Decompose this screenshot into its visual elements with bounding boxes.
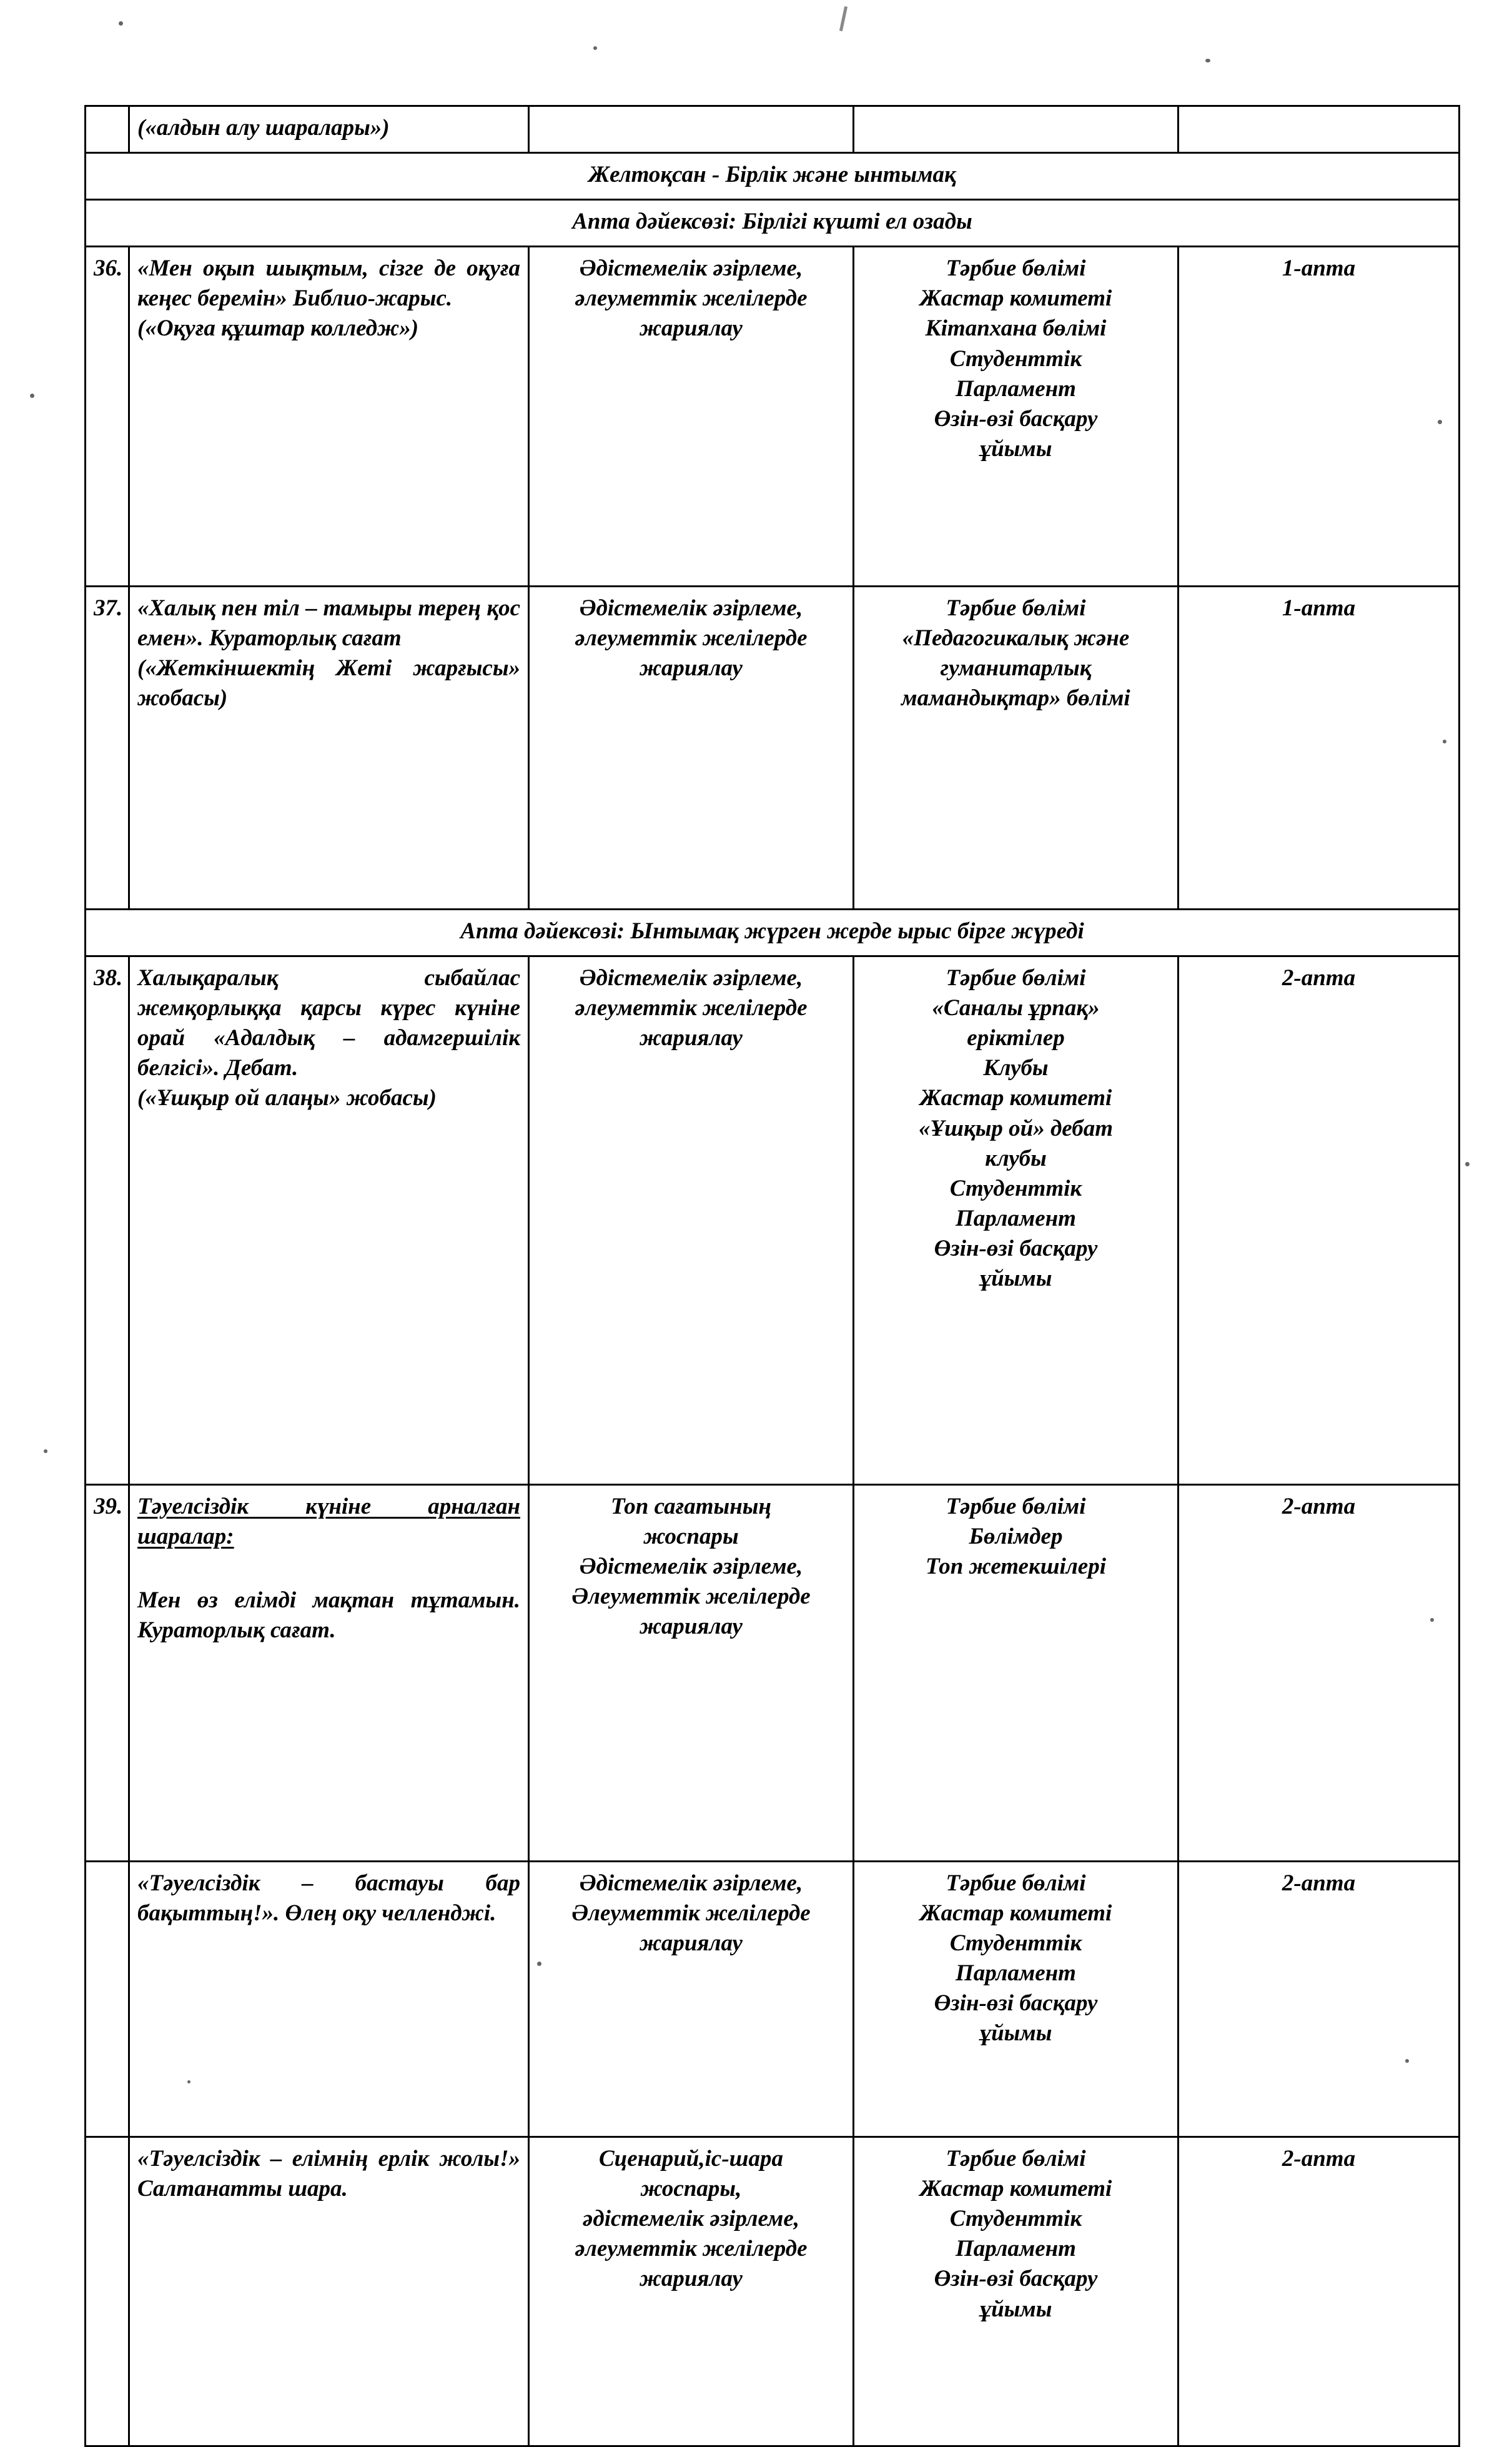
scan-speck (119, 21, 123, 26)
table-row (86, 2137, 1460, 2446)
form-line: жариялау (640, 1613, 743, 1639)
activity-heading: Тәуелсіздік күніне арналған шаралар: (137, 1493, 520, 1549)
cell-spacer (137, 1552, 520, 1586)
row-number: 39. (86, 1484, 129, 1861)
responsible-line: ұйымы (979, 2020, 1052, 2047)
form-line: жариялау (640, 315, 743, 342)
responsible-line: Тәрбие бөлімі (946, 256, 1086, 282)
row-responsible (854, 1861, 1178, 2137)
form-line: Әдістемелік әзірлеме, (579, 595, 803, 621)
responsible-line: Студенттік (949, 1175, 1082, 1201)
scan-speck (30, 394, 34, 398)
row-activity: («алдын алу шаралары») (129, 106, 529, 153)
week-quote-row (86, 909, 1460, 956)
responsible-line: Өзін-өзі басқару (934, 2266, 1098, 2292)
activity-line: «Халық пен тіл – тамыры терең қос емен». Кураторлық сағат (137, 595, 520, 651)
activity-line: «Мен оқып шықтым, сізге де оқуға кеңес беремін» Библио-жарыс. (137, 256, 520, 312)
cell-spacer (137, 713, 520, 900)
month-banner-row (86, 153, 1460, 200)
row-number: 36. (86, 247, 129, 586)
row-week: 2-апта (1178, 956, 1460, 1484)
form-line: Әлеуметтік желілерде (571, 1900, 811, 1926)
row-week: 1-апта (1178, 247, 1460, 586)
responsible-line: Парламент (956, 375, 1076, 402)
form-line: әлеуметтік желілерде (575, 2236, 808, 2262)
row-form (529, 1861, 854, 2137)
form-line: Әдістемелік әзірлеме, (579, 1553, 803, 1579)
row-number (86, 2137, 129, 2446)
form-line: әлеуметтік желілерде (575, 285, 808, 312)
row-number (86, 1861, 129, 2137)
cell-spacer (137, 1645, 520, 1852)
responsible-line: клубы (985, 1145, 1047, 1171)
responsible-line: Тәрбие бөлімі (946, 1493, 1086, 1519)
row-responsible (854, 1484, 1178, 1861)
row-activity (129, 586, 529, 909)
row-activity (129, 1484, 529, 1861)
responsible-line: Парламент (956, 1960, 1076, 1987)
form-line: әлеуметтік желілерде (575, 995, 808, 1021)
cell-spacer (137, 1928, 520, 2127)
row-form (529, 106, 854, 153)
responsible-line: Тәрбие бөлімі (946, 2146, 1086, 2172)
table-row (86, 247, 1460, 586)
responsible-line: Парламент (956, 2236, 1076, 2262)
responsible-line: Студенттік (949, 345, 1082, 372)
row-form (529, 586, 854, 909)
form-line: жариялау (640, 2266, 743, 2292)
row-activity (129, 247, 529, 586)
scan-speck (44, 1449, 47, 1453)
responsible-line: Жастар комитеті (919, 285, 1112, 312)
responsible-line: «Педагогикалық және (902, 625, 1130, 651)
responsible-line: ұйымы (979, 2296, 1052, 2322)
activity-line: «Тәуелсіздік – бастауы бар бақыттың!». Өлең оқу челленджі. (137, 1870, 520, 1926)
responsible-line: Жастар комитеті (919, 1085, 1112, 1111)
week-quote-2: Апта дәйексөзі: Ынтымақ жүрген жерде ырыс бірге жүреді (86, 909, 1460, 956)
week-quote-1: Апта дәйексөзі: Бірлігі күшті ел озады (86, 200, 1460, 247)
table-row (86, 1861, 1460, 2137)
row-week: 2-апта (1178, 1861, 1460, 2137)
row-activity (129, 1861, 529, 2137)
row-responsible (854, 2137, 1178, 2446)
form-line: әлеуметтік желілерде (575, 625, 808, 651)
responsible-line: Жастар комитеті (919, 2176, 1112, 2202)
row-responsible (854, 586, 1178, 909)
form-line: Әдістемелік әзірлеме, (579, 965, 803, 991)
row-week (1178, 106, 1460, 153)
table-row (86, 586, 1460, 909)
form-line: жариялау (640, 655, 743, 681)
row-form (529, 247, 854, 586)
responsible-line: Тәрбие бөлімі (946, 1870, 1086, 1896)
month-banner: Желтоқсан - Бірлік және ынтымақ (86, 153, 1460, 200)
responsible-line: «Ұшқыр ой» дебат (919, 1115, 1113, 1141)
responsible-line: Бөлімдер (969, 1523, 1063, 1549)
activity-line: («Жеткіншектің Жеті жарғысы» жобасы) (137, 655, 520, 711)
form-line: Сценарий,іс-шара (599, 2146, 783, 2172)
scan-speck (1205, 59, 1210, 62)
responsible-line: Студенттік (949, 2206, 1082, 2232)
cell-spacer (137, 344, 520, 577)
responsible-line: Өзін-өзі басқару (934, 1990, 1098, 2017)
form-line: Топ сағатының (611, 1493, 771, 1519)
form-line: Әлеуметтік желілерде (571, 1583, 811, 1609)
scan-speck (1465, 1162, 1470, 1166)
row-activity (129, 956, 529, 1484)
row-responsible (854, 106, 1178, 153)
responsible-line: ұйымы (979, 1265, 1052, 1291)
table-row (86, 956, 1460, 1484)
cell-spacer (137, 1114, 520, 1475)
responsible-line: Тәрбие бөлімі (946, 595, 1086, 621)
row-form (529, 2137, 854, 2446)
form-line: жариялау (640, 1930, 743, 1957)
row-responsible (854, 956, 1178, 1484)
scan-speck (593, 46, 597, 50)
responsible-line: Парламент (956, 1205, 1076, 1231)
responsible-line: «Саналы ұрпақ» (932, 995, 1100, 1021)
form-line: әдістемелік әзірлеме, (582, 2206, 800, 2232)
form-line: Әдістемелік әзірлеме, (579, 256, 803, 282)
table-row (86, 106, 1460, 153)
activity-plan-table (84, 105, 1458, 2447)
table-row (86, 1484, 1460, 1861)
row-form (529, 1484, 854, 1861)
form-line: жоспары (643, 1523, 739, 1549)
cell-spacer (137, 2204, 520, 2436)
row-responsible (854, 247, 1178, 586)
form-line: жариялау (640, 1025, 743, 1051)
responsible-line: Топ жетекшілері (925, 1553, 1107, 1579)
activity-line: «Тәуелсіздік – елімнің ерлік жолы!» Салтанатты шара. (137, 2146, 520, 2202)
responsible-line: Студенттік (949, 1930, 1082, 1957)
activity-line: Мен өз елімді мақтан тұтамын. Кураторлық сағат. (137, 1587, 520, 1643)
responsible-line: гуманитарлық (940, 655, 1092, 681)
responsible-line: Кітапхана бөлімі (925, 315, 1107, 342)
form-line: Әдістемелік әзірлеме, (579, 1870, 803, 1896)
responsible-line: Жастар комитеті (919, 1900, 1112, 1926)
form-line: жоспары, (640, 2176, 742, 2202)
week-quote-row (86, 200, 1460, 247)
row-week: 1-апта (1178, 586, 1460, 909)
responsible-line: Өзін-өзі басқару (934, 405, 1098, 432)
responsible-line: ұйымы (979, 435, 1052, 462)
row-number: 37. (86, 586, 129, 909)
responsible-line: Клубы (983, 1055, 1049, 1081)
responsible-line: мамандықтар» бөлімі (901, 685, 1130, 711)
responsible-line: еріктілер (967, 1025, 1065, 1051)
row-form (529, 956, 854, 1484)
row-activity (129, 2137, 529, 2446)
activity-line: («Ұшқыр ой алаңы» жобасы) (137, 1085, 437, 1111)
scan-speck (839, 6, 847, 31)
row-number (86, 106, 129, 153)
activity-line: («Оқуға құштар колледж») (137, 315, 419, 342)
row-number: 38. (86, 956, 129, 1484)
row-week: 2-апта (1178, 1484, 1460, 1861)
responsible-line: Өзін-өзі басқару (934, 1235, 1098, 1261)
activity-line: Халықаралық сыбайлас жемқорлыққа қарсы күрес күніне орай «Адалдық – адамгершілік белгісі». Дебат. (137, 965, 520, 1081)
responsible-line: Тәрбие бөлімі (946, 965, 1086, 991)
row-week: 2-апта (1178, 2137, 1460, 2446)
